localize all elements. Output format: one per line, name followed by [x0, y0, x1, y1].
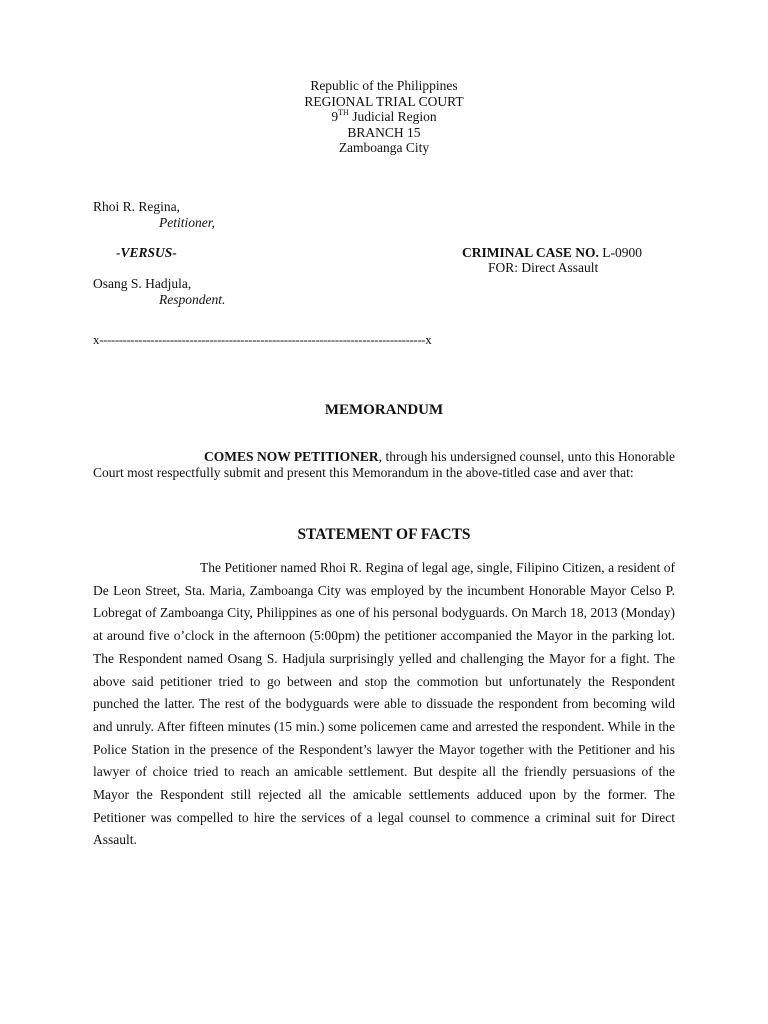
respondent-role: Respondent. [159, 292, 226, 307]
intro-lead: COMES NOW PETITIONER [204, 449, 379, 464]
petitioner-name: Rhoi R. Regina, [93, 199, 180, 214]
facts-paragraph [93, 557, 675, 852]
intro-rest: , through his undersigned counsel, unto this Honorable Court most respectfully submit and present this Memorandum in the above-titled case and aver that: [93, 449, 675, 480]
separator-line: x-----------------------------------------------------------------------------------x [93, 332, 432, 347]
intro-paragraph [93, 449, 675, 481]
header-branch: BRANCH 15 [347, 124, 421, 140]
court-header [0, 78, 768, 156]
header-court: REGIONAL TRIAL COURT [304, 93, 464, 109]
petitioner-role: Petitioner, [159, 215, 215, 230]
memorandum-title: MEMORANDUM [324, 402, 444, 418]
header-region [0, 109, 768, 125]
case-number: L-0900 [598, 245, 643, 260]
facts-text: The Petitioner named Rhoi R. Regina of legal age, single, Filipino Citizen, a resident of De Leon Street, Sta. Maria, Zamboanga City was employed by the incumbent Honorable Mayor Celso P. Lobregat of Zamboanga City, Philippines as one of his personal bodyguards. On March 18, 2013 (Monday) at around five o’clock in the afternoon (5:00pm) the petitioner accompanied the Mayor in the parking lot. The Respondent named Osang S. Hadjula surprisingly yelled and challenging the Mayor for a fight. The above said petitioner tried to go between and stop the commotion but unfortunately the Respondent punched the latter. The rest of the bodyguards were able to dissuade the respondent from becoming wild and unruly. After fifteen minutes (15 min.) some policemen came and arrested the respondent. While in the Police Station in the presence of the Respondent’s lawyer the Mayor together with the Petitioner and his lawyer of choice tried to reach an amicable settlement. But despite all the friendly persuasions of the Mayor the Respondent still rejected all the amicable settlements adduced upon by the former. The Petitioner was compelled to hire the services of a legal counsel to commence a criminal suit for Direct Assault. [93, 560, 675, 848]
respondent-name: Osang S. Hadjula, [93, 276, 192, 291]
header-city: Zamboanga City [338, 140, 430, 155]
region-text: Judicial Region [348, 109, 437, 124]
case-for: FOR: Direct Assault [488, 260, 599, 275]
header-republic: Republic of the Philippines [310, 78, 458, 93]
region-superscript: TH [338, 107, 349, 117]
case-number-line [462, 245, 642, 261]
versus-label: -VERSUS- [116, 245, 177, 260]
region-number: 9 [331, 109, 339, 124]
case-label: CRIMINAL CASE NO. [462, 245, 599, 260]
statement-of-facts-title: STATEMENT OF FACTS [297, 526, 471, 543]
